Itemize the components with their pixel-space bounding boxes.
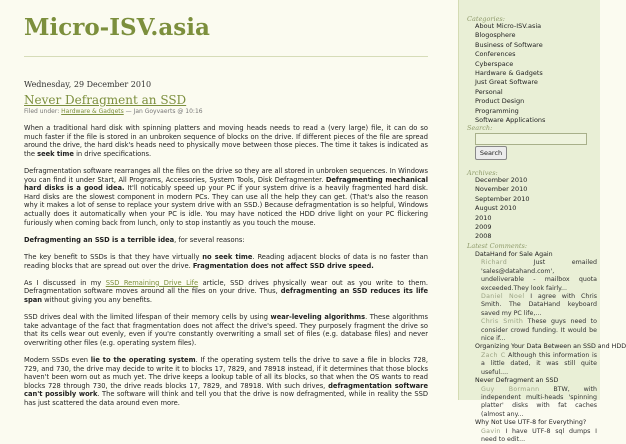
post-paragraph bbox=[24, 236, 428, 245]
body-text: without giving you any benefits. bbox=[42, 295, 152, 304]
comment-item bbox=[475, 318, 597, 343]
archive-link[interactable]: 2009 bbox=[475, 223, 492, 232]
post-paragraph bbox=[24, 253, 428, 270]
comment-text: Just emailed 'sales@datahand.com', undeliverable - mailbox quota exceeded.They look fairly... bbox=[481, 259, 597, 292]
body-text: Modern SSDs even bbox=[24, 356, 91, 365]
category-link[interactable]: Blogosphere bbox=[475, 31, 516, 40]
category-link[interactable]: Software Applications bbox=[475, 116, 546, 125]
comment-author: Richard bbox=[481, 259, 508, 267]
comment-snippet[interactable] bbox=[475, 352, 597, 377]
comment-post-link[interactable]: Why Not Use UTF-8 for Everything? bbox=[475, 419, 587, 427]
category-link[interactable]: Conferences bbox=[475, 50, 516, 59]
comment-author: Guy Bormann bbox=[481, 385, 540, 393]
emphasis-text: Fragmentation does not affect SSD drive speed. bbox=[192, 261, 374, 270]
comment-post-link[interactable]: Never Defragment an SSD bbox=[475, 377, 559, 385]
emphasis-text: wear-leveling algorithms bbox=[270, 313, 366, 322]
comment-snippet[interactable] bbox=[475, 259, 597, 293]
category-link[interactable]: Just Great Software bbox=[475, 78, 538, 87]
category-link[interactable]: Cyberspace bbox=[475, 59, 514, 68]
inline-article-link[interactable]: SSD Remaining Drive Life bbox=[105, 278, 199, 287]
post-paragraph bbox=[24, 279, 428, 305]
comment-item bbox=[475, 343, 626, 377]
archives-list bbox=[475, 176, 530, 242]
body-text: in drive specifications. bbox=[73, 149, 152, 158]
post-paragraph bbox=[24, 167, 428, 227]
body-text: , for several reasons: bbox=[174, 235, 245, 244]
emphasis-text: lie to the operating system bbox=[90, 356, 196, 365]
comment-item bbox=[475, 377, 597, 419]
archive-link[interactable]: December 2010 bbox=[475, 176, 528, 184]
post-title-link[interactable]: Never Defragment an SSD bbox=[24, 93, 187, 107]
comment-text: I have UTF-8 sql dumps I need to edit... bbox=[481, 427, 597, 443]
emphasis-text: defragmenting an SSD reduces its life span bbox=[24, 287, 428, 304]
comment-item bbox=[475, 251, 597, 293]
categories-list bbox=[475, 22, 545, 125]
body-text: . The software will think and tell you that the drive is now defragmented, while in reality the SSD has just scattered the data around even more. bbox=[24, 390, 428, 407]
emphasis-text: seek time bbox=[37, 149, 74, 158]
sidebar bbox=[458, 0, 626, 443]
category-link[interactable]: Programming bbox=[475, 106, 519, 115]
comments-heading: Latest Comments: bbox=[467, 242, 528, 250]
body-text: . These algorithms take advantage of the fact that fragmentation does not affect the drive's speed. They purposely fragment the drive so that its cells wear out evenly, even if you're constantly overwriting a small set of files (e.g. database files) and never overwriting other files (e.g. operating system files). bbox=[24, 313, 428, 347]
emphasis-text: Defragmenting an SSD is a terrible idea bbox=[24, 235, 175, 244]
emphasis-text: Defragmenting mechanical hard disks is a good idea. bbox=[24, 175, 428, 193]
category-link[interactable]: Business of Software bbox=[475, 40, 543, 49]
search-heading: Search: bbox=[467, 124, 493, 132]
meta-prefix: Filed under: bbox=[24, 108, 60, 115]
comment-author: Gavin bbox=[481, 427, 501, 435]
archives-heading: Archives: bbox=[467, 169, 498, 177]
category-link[interactable]: About Micro-ISV.asia bbox=[475, 22, 542, 30]
comment-snippet[interactable] bbox=[475, 293, 597, 318]
body-text: . Reading adjacent blocks of data is no faster than reading blocks that are spread out over the drive. bbox=[24, 252, 428, 270]
site-title[interactable]: Micro-ISV.asia bbox=[24, 14, 210, 41]
archive-link[interactable]: 2008 bbox=[475, 232, 492, 241]
body-text: The key benefit to SSDs is that they have virtually bbox=[24, 252, 203, 261]
latest-comments-list bbox=[475, 251, 626, 444]
comment-author: Daniel Noel bbox=[481, 293, 525, 301]
post-paragraph bbox=[24, 313, 428, 347]
archive-link[interactable]: August 2010 bbox=[475, 204, 517, 213]
categories-heading: Categories: bbox=[467, 15, 505, 23]
comment-text: BTW, with independent multi-heads 'spinning platter' disks with fat caches (almost any... bbox=[481, 385, 597, 418]
archive-link[interactable]: September 2010 bbox=[475, 194, 530, 203]
comment-text: I agree with Chris Smith. The DataHand keyboard saved my PC life,... bbox=[481, 293, 597, 317]
search-input[interactable] bbox=[475, 133, 587, 145]
archive-link[interactable]: 2010 bbox=[475, 213, 492, 222]
emphasis-text: no seek time bbox=[202, 252, 253, 261]
comment-snippet[interactable] bbox=[475, 386, 597, 420]
meta-author: — Jan Goyvaerts @ 10:16 bbox=[125, 108, 203, 115]
body-text: As I discussed in my bbox=[24, 278, 106, 287]
emphasis-text: defragmentation software can't possibly work bbox=[24, 381, 428, 399]
comment-snippet[interactable] bbox=[475, 318, 597, 343]
body-text: SSD drives deal with the limited lifespan of their memory cells by using bbox=[24, 313, 271, 322]
comment-post-link[interactable]: Organizing Your Data Between an SSD and HDD bbox=[475, 343, 626, 351]
post-body bbox=[24, 124, 428, 416]
search-button[interactable]: Search bbox=[475, 146, 507, 160]
comment-post-link[interactable]: DataHand for Sale Again bbox=[475, 251, 553, 258]
comment-item bbox=[475, 419, 597, 444]
body-text: . If the operating system tells the drive to save a file in blocks 728, 729, and 730, the drive may decide to write it to blocks 17, 7829, and 78918 instead, if it determines that those blocks haven't been worn out as much yet. The drive keeps a lookup table of all its blocks, so that when the OS wants to read blocks 728 through 730, the drive reads blocks 17, 7829, and 78918. With such drives, bbox=[24, 356, 428, 390]
comment-author: Zach C bbox=[481, 351, 506, 359]
category-link[interactable]: Hardware & Gadgets bbox=[475, 69, 543, 78]
body-text: article, SSD drives physically wear out as you write to them. Defragmentation software moves around all the files on your drive. Thus, bbox=[24, 278, 428, 296]
comment-snippet[interactable] bbox=[475, 428, 597, 444]
comment-item bbox=[475, 293, 597, 318]
archive-link[interactable]: November 2010 bbox=[475, 185, 528, 194]
post-paragraph bbox=[24, 356, 428, 408]
post-paragraph bbox=[24, 124, 428, 158]
comment-author: Chris Smith bbox=[481, 318, 524, 326]
category-link[interactable]: Personal bbox=[475, 87, 503, 96]
body-text: When a traditional hard disk with spinning platters and moving heads needs to read a (very large) file, it can do so much faster if the file is stored in an unbroken sequence of blocks on the drive. If different pieces of the file are spread around the drive, the hard disk's heads need to physically move between those pieces. The time it takes is indicated as the bbox=[24, 124, 428, 158]
body-text: Defragmentation software rearranges all the files on the drive so they are all stored in unbroken sequences. In Windows you can find it under Start, All Programs, Accessories, System Tools, Disk Defragmenter. bbox=[24, 166, 428, 184]
post-date: Wednesday, 29 December 2010 bbox=[24, 80, 152, 89]
category-link[interactable]: Hardware & Gadgets bbox=[61, 108, 124, 115]
category-link[interactable]: Product Design bbox=[475, 97, 525, 106]
header-divider bbox=[24, 56, 428, 57]
post-meta bbox=[24, 108, 203, 115]
comment-text: Although this information is a little dated, it was still quite useful.... bbox=[481, 351, 598, 376]
comment-text: These guys need to consider crowd funding. It would be nice if... bbox=[481, 318, 597, 343]
body-text: It'll noticably speed up your PC if your system drive is a heavily fragmented hard disk. Hard disks are the slowest component in modern PCs. They can use all the help they can get. (That's also the reason why it makes a lot of sense to replace your system drive with an SSD.) Because defragmentation is so helpful, Windows actually does it automatically when your PC is idle. You may have noticed the HDD drive light on your PC flickering furiously when coming back from lunch, only to stop instantly as you touch the mouse. bbox=[24, 184, 428, 227]
